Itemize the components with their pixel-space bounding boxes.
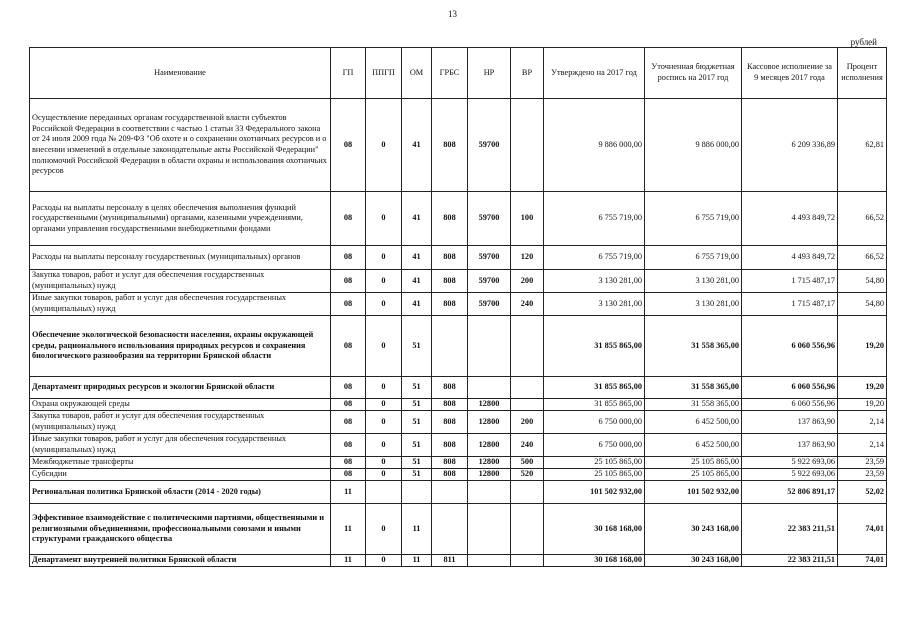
row-pgp: 0	[366, 457, 402, 469]
table-row	[30, 399, 887, 411]
row-grbs: 811	[432, 555, 468, 567]
row-revised: 9 886 000,00	[645, 99, 742, 192]
row-np	[468, 555, 511, 567]
row-gp: 08	[331, 411, 366, 434]
row-percent: 66,52	[838, 246, 887, 270]
row-executed: 137 863,90	[742, 411, 838, 434]
row-pgp: 0	[366, 555, 402, 567]
row-np: 12800	[468, 457, 511, 469]
row-om: 51	[402, 377, 432, 399]
row-pgp: 0	[366, 399, 402, 411]
row-gp: 08	[331, 377, 366, 399]
row-approved: 6 755 719,00	[544, 192, 645, 246]
row-np: 59700	[468, 246, 511, 270]
row-name: Департамент природных ресурсов и экологии Брянской области	[30, 377, 331, 399]
row-om: 51	[402, 434, 432, 457]
row-np: 59700	[468, 293, 511, 316]
row-grbs: 808	[432, 99, 468, 192]
row-pgp: 0	[366, 293, 402, 316]
row-approved: 31 855 865,00	[544, 377, 645, 399]
row-pgp: 0	[366, 192, 402, 246]
row-percent: 19,20	[838, 377, 887, 399]
row-vr	[511, 555, 544, 567]
row-percent: 62,81	[838, 99, 887, 192]
row-name: Региональная политика Брянской области (2014 - 2020 годы)	[30, 481, 331, 504]
budget-table	[29, 47, 887, 567]
row-grbs	[432, 316, 468, 377]
row-pgp: 0	[366, 270, 402, 293]
row-revised: 31 558 365,00	[645, 377, 742, 399]
row-name: Расходы на выплаты персоналу государственных (муниципальных) органов	[30, 246, 331, 270]
row-grbs: 808	[432, 293, 468, 316]
row-name: Субсидии	[30, 469, 331, 481]
row-grbs	[432, 481, 468, 504]
row-revised: 101 502 932,00	[645, 481, 742, 504]
col-header-vr: ВР	[511, 48, 544, 99]
table-row	[30, 481, 887, 504]
row-gp: 08	[331, 469, 366, 481]
row-vr: 200	[511, 411, 544, 434]
row-pgp: 0	[366, 246, 402, 270]
row-revised: 6 452 500,00	[645, 434, 742, 457]
table-row	[30, 457, 887, 469]
row-executed: 137 863,90	[742, 434, 838, 457]
row-om: 41	[402, 99, 432, 192]
row-revised: 25 105 865,00	[645, 469, 742, 481]
row-name: Иные закупки товаров, работ и услуг для обеспечения государственных (муниципальных) нужд	[30, 293, 331, 316]
row-vr	[511, 99, 544, 192]
row-grbs: 808	[432, 469, 468, 481]
row-name: Эффективное взаимодействие с политическими партиями, общественными и религиозными объединениями, профессиональными союзами и иными структурами гражданского общества	[30, 504, 331, 555]
units-label: рублей	[850, 37, 877, 47]
col-header-om: ОМ	[402, 48, 432, 99]
row-gp: 08	[331, 293, 366, 316]
row-percent: 52,02	[838, 481, 887, 504]
row-percent: 23,59	[838, 457, 887, 469]
table-row	[30, 504, 887, 555]
row-gp: 11	[331, 555, 366, 567]
row-name: Осуществление переданных органам государственной власти субъектов Российской Федерации в соответствии с частью 1 статьи 33 Федерального закона от 24 июля 2009 года № 209-ФЗ "Об охоте и о сохранении охотничьих ресурсов и о внесении изменений в отдельные законодательные акты Российской Федерации" полномочий Российской Федерации в области охраны и использования охотничьих ресурсов	[30, 99, 331, 192]
row-name: Расходы на выплаты персоналу в целях обеспечения выполнения функций государственными (муниципальными) органами, казенными учреждениями, органами управления государственными внебюджетными фондами	[30, 192, 331, 246]
row-grbs: 808	[432, 399, 468, 411]
row-percent: 19,20	[838, 316, 887, 377]
row-om: 51	[402, 399, 432, 411]
row-om: 41	[402, 293, 432, 316]
row-name: Межбюджетные трансферты	[30, 457, 331, 469]
row-vr	[511, 399, 544, 411]
row-np	[468, 481, 511, 504]
row-executed: 22 383 211,51	[742, 504, 838, 555]
row-approved: 25 105 865,00	[544, 469, 645, 481]
row-percent: 2,14	[838, 411, 887, 434]
row-grbs: 808	[432, 457, 468, 469]
row-approved: 3 130 281,00	[544, 270, 645, 293]
row-gp: 08	[331, 246, 366, 270]
row-grbs: 808	[432, 377, 468, 399]
table-row	[30, 469, 887, 481]
table-row	[30, 192, 887, 246]
row-grbs: 808	[432, 192, 468, 246]
row-revised: 3 130 281,00	[645, 270, 742, 293]
row-name: Закупка товаров, работ и услуг для обеспечения государственных (муниципальных) нужд	[30, 411, 331, 434]
row-vr: 240	[511, 293, 544, 316]
row-gp: 08	[331, 99, 366, 192]
row-om: 11	[402, 555, 432, 567]
row-vr	[511, 504, 544, 555]
row-approved: 25 105 865,00	[544, 457, 645, 469]
row-executed: 6 060 556,96	[742, 377, 838, 399]
row-om: 41	[402, 270, 432, 293]
row-grbs: 808	[432, 411, 468, 434]
row-vr: 500	[511, 457, 544, 469]
row-vr: 100	[511, 192, 544, 246]
row-np: 12800	[468, 434, 511, 457]
row-grbs	[432, 504, 468, 555]
row-om: 51	[402, 457, 432, 469]
row-executed: 6 060 556,96	[742, 316, 838, 377]
row-executed: 4 493 849,72	[742, 246, 838, 270]
row-pgp: 0	[366, 377, 402, 399]
row-gp: 08	[331, 434, 366, 457]
row-np: 59700	[468, 192, 511, 246]
col-header-name: Наименование	[30, 48, 331, 99]
row-om	[402, 481, 432, 504]
table-row	[30, 555, 887, 567]
table-row	[30, 434, 887, 457]
row-pgp: 0	[366, 434, 402, 457]
row-percent: 54,80	[838, 270, 887, 293]
row-gp: 08	[331, 399, 366, 411]
row-pgp: 0	[366, 316, 402, 377]
row-revised: 6 755 719,00	[645, 246, 742, 270]
table-row	[30, 270, 887, 293]
row-om: 51	[402, 411, 432, 434]
row-grbs: 808	[432, 434, 468, 457]
col-header-percent: Процент исполнения	[838, 48, 887, 99]
row-name: Иные закупки товаров, работ и услуг для обеспечения государственных (муниципальных) нужд	[30, 434, 331, 457]
row-np	[468, 377, 511, 399]
page-number: 13	[448, 9, 457, 19]
row-np: 12800	[468, 399, 511, 411]
row-vr	[511, 481, 544, 504]
col-header-approved: Утверждено на 2017 год	[544, 48, 645, 99]
row-approved: 3 130 281,00	[544, 293, 645, 316]
row-name: Охрана окружающей среды	[30, 399, 331, 411]
row-om: 11	[402, 504, 432, 555]
row-executed: 4 493 849,72	[742, 192, 838, 246]
row-gp: 11	[331, 481, 366, 504]
row-name: Закупка товаров, работ и услуг для обеспечения государственных (муниципальных) нужд	[30, 270, 331, 293]
row-grbs: 808	[432, 246, 468, 270]
row-executed: 5 922 693,06	[742, 457, 838, 469]
row-pgp: 0	[366, 99, 402, 192]
col-header-gp: ГП	[331, 48, 366, 99]
row-pgp: 0	[366, 504, 402, 555]
row-name: Обеспечение экологической безопасности населения, охраны окружающей среды, рационального использования природных ресурсов и сохранения биологического разнообразия на территории Брянской области	[30, 316, 331, 377]
row-revised: 30 243 168,00	[645, 504, 742, 555]
row-percent: 66,52	[838, 192, 887, 246]
row-executed: 22 383 211,51	[742, 555, 838, 567]
row-vr: 240	[511, 434, 544, 457]
row-revised: 25 105 865,00	[645, 457, 742, 469]
row-percent: 23,59	[838, 469, 887, 481]
row-np: 59700	[468, 99, 511, 192]
col-header-np: НР	[468, 48, 511, 99]
row-om: 51	[402, 469, 432, 481]
row-vr	[511, 316, 544, 377]
row-approved: 30 168 168,00	[544, 504, 645, 555]
row-vr: 520	[511, 469, 544, 481]
row-pgp	[366, 481, 402, 504]
row-percent: 74,01	[838, 555, 887, 567]
row-executed: 52 806 891,17	[742, 481, 838, 504]
row-pgp: 0	[366, 411, 402, 434]
table-row	[30, 377, 887, 399]
col-header-grbs: ГРБС	[432, 48, 468, 99]
table-row	[30, 99, 887, 192]
row-percent: 19,20	[838, 399, 887, 411]
row-executed: 1 715 487,17	[742, 270, 838, 293]
row-approved: 31 855 865,00	[544, 399, 645, 411]
row-percent: 54,80	[838, 293, 887, 316]
row-revised: 6 452 500,00	[645, 411, 742, 434]
row-approved: 30 168 168,00	[544, 555, 645, 567]
col-header-pgp: ППГП	[366, 48, 402, 99]
table-row	[30, 411, 887, 434]
row-approved: 9 886 000,00	[544, 99, 645, 192]
row-gp: 11	[331, 504, 366, 555]
row-executed: 5 922 693,06	[742, 469, 838, 481]
row-executed: 6 209 336,89	[742, 99, 838, 192]
row-np	[468, 504, 511, 555]
row-executed: 1 715 487,17	[742, 293, 838, 316]
row-name: Департамент внутренней политики Брянской области	[30, 555, 331, 567]
row-approved: 6 750 000,00	[544, 411, 645, 434]
row-gp: 08	[331, 270, 366, 293]
row-revised: 31 558 365,00	[645, 399, 742, 411]
table-row	[30, 293, 887, 316]
row-om: 41	[402, 192, 432, 246]
table-header-row	[30, 48, 887, 99]
row-grbs: 808	[432, 270, 468, 293]
row-approved: 101 502 932,00	[544, 481, 645, 504]
row-gp: 08	[331, 316, 366, 377]
row-vr	[511, 377, 544, 399]
table-row	[30, 316, 887, 377]
row-revised: 31 558 365,00	[645, 316, 742, 377]
col-header-executed: Кассовое исполнение за 9 месяцев 2017 года	[742, 48, 838, 99]
row-gp: 08	[331, 192, 366, 246]
row-percent: 2,14	[838, 434, 887, 457]
row-approved: 6 755 719,00	[544, 246, 645, 270]
col-header-revised: Уточненная бюджетная роспись на 2017 год	[645, 48, 742, 99]
row-vr: 120	[511, 246, 544, 270]
row-om: 51	[402, 316, 432, 377]
row-approved: 31 855 865,00	[544, 316, 645, 377]
row-np: 59700	[468, 270, 511, 293]
row-om: 41	[402, 246, 432, 270]
row-vr: 200	[511, 270, 544, 293]
row-percent: 74,01	[838, 504, 887, 555]
row-executed: 6 060 556,96	[742, 399, 838, 411]
row-gp: 08	[331, 457, 366, 469]
row-pgp: 0	[366, 469, 402, 481]
row-np: 12800	[468, 411, 511, 434]
row-revised: 6 755 719,00	[645, 192, 742, 246]
row-revised: 30 243 168,00	[645, 555, 742, 567]
table-row	[30, 246, 887, 270]
row-approved: 6 750 000,00	[544, 434, 645, 457]
row-revised: 3 130 281,00	[645, 293, 742, 316]
table-body	[30, 99, 887, 567]
row-np: 12800	[468, 469, 511, 481]
row-np	[468, 316, 511, 377]
